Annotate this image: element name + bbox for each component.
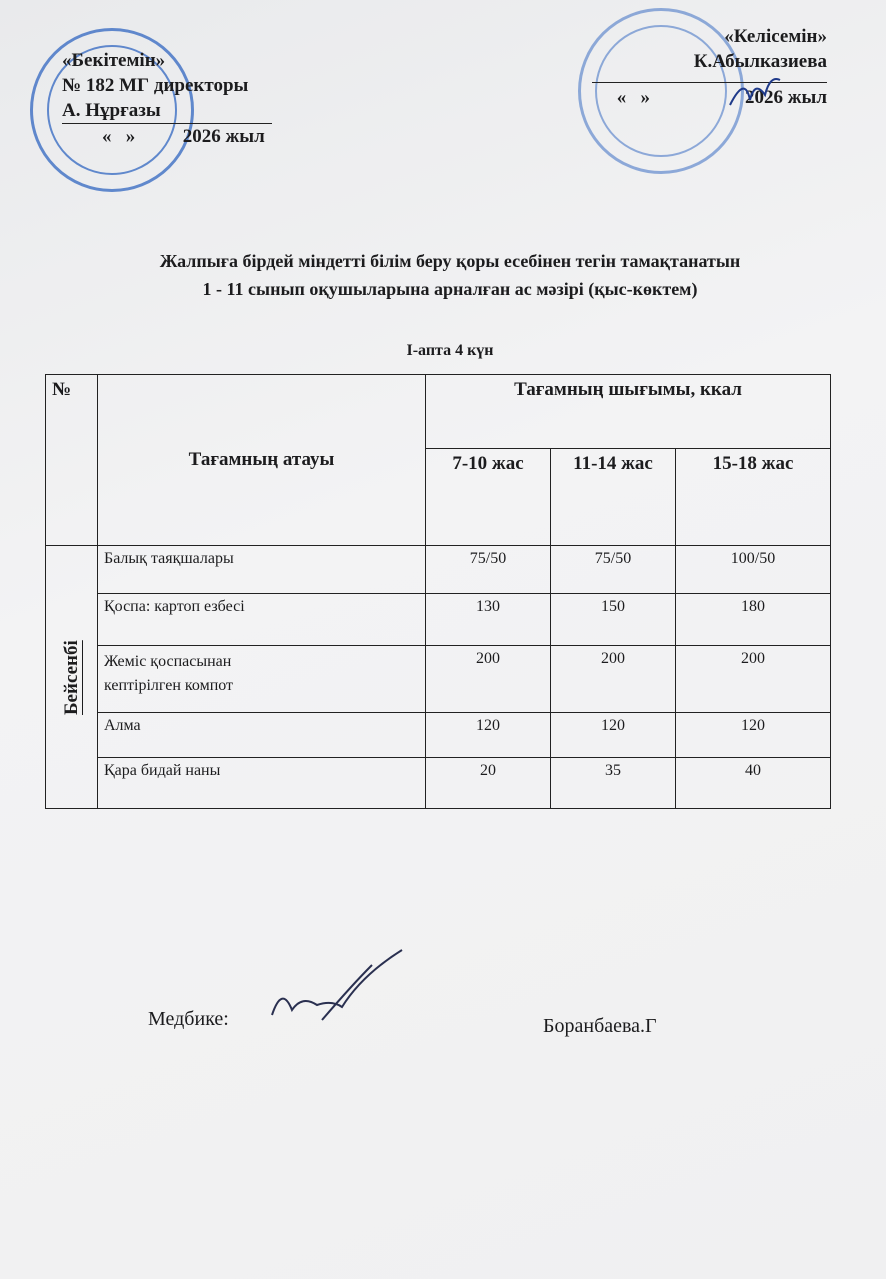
value: 75/50: [426, 546, 551, 594]
week-label: І-апта 4 күн: [406, 342, 494, 359]
menu-table: [45, 374, 831, 809]
value: 130: [426, 594, 551, 646]
table-row: [46, 758, 831, 809]
value: 75/50: [551, 546, 676, 594]
col-no: №: [46, 375, 98, 546]
doc-title-1: Жалпыға бірдей міндетті білім беру қоры есебінен тегін тамақтанатын: [159, 251, 741, 271]
value: 120: [426, 713, 551, 758]
dish-name: Алма: [98, 713, 426, 758]
value: 150: [551, 594, 676, 646]
approve-label: «Бекітемін»: [62, 50, 166, 71]
agree-name: К.Абылказиева: [592, 49, 827, 83]
dish-name: Балық таяқшалары: [98, 546, 426, 594]
day-label: Бейсенбі: [46, 546, 98, 809]
table-row: [46, 546, 831, 594]
approve-line2: А. Нұрғазы: [62, 98, 272, 124]
table-row: [46, 594, 831, 646]
value: 100/50: [676, 546, 831, 594]
value: 20: [426, 758, 551, 809]
table-row: [46, 646, 831, 713]
col-name: Тағамның атауы: [98, 375, 426, 546]
dish-name: Жеміс қоспасынан кептірілген компот: [98, 646, 426, 713]
value: 200: [551, 646, 676, 713]
doc-title-2: 1 - 11 сынып оқушыларына арналған ас мәзірі (қыс-көктем): [202, 279, 698, 299]
agree-date: « » 2026 жыл: [616, 87, 827, 108]
age-11-14: 11-14 жас: [551, 449, 676, 546]
approval-block: [62, 48, 272, 149]
value: 40: [676, 758, 831, 809]
value: 200: [426, 646, 551, 713]
col-yield: Тағамның шығымы, ккал: [426, 375, 831, 449]
approve-line1: № 182 МГ директоры: [62, 75, 249, 96]
nurse-signature: [262, 945, 412, 1030]
age-7-10: 7-10 жас: [426, 449, 551, 546]
value: 200: [676, 646, 831, 713]
agree-block: [592, 24, 827, 110]
dish-name: Қара бидай наны: [98, 758, 426, 809]
nurse-label: Медбике:: [148, 1008, 229, 1030]
dish-name: Қоспа: картоп езбесі: [98, 594, 426, 646]
approve-date: « » 2026 жыл: [102, 126, 265, 147]
nurse-name: Боранбаева.Г: [543, 1015, 657, 1037]
value: 180: [676, 594, 831, 646]
agree-signature: [725, 70, 785, 110]
agree-label: «Келісемін»: [724, 26, 827, 47]
value: 120: [676, 713, 831, 758]
value: 35: [551, 758, 676, 809]
value: 120: [551, 713, 676, 758]
table-row: [46, 713, 831, 758]
age-15-18: 15-18 жас: [676, 449, 831, 546]
